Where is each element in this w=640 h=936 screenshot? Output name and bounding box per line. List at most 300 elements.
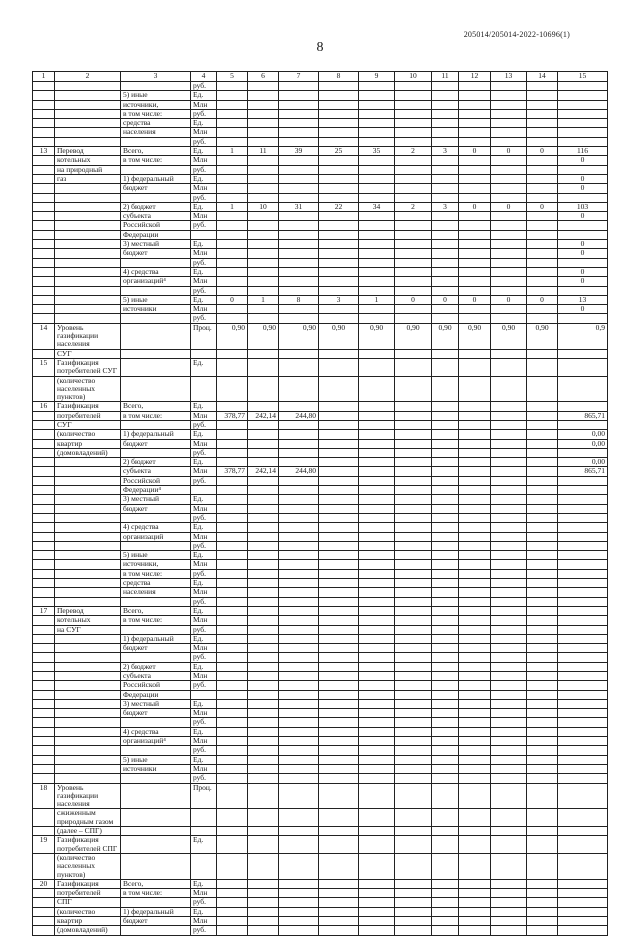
table-cell — [55, 718, 121, 727]
table-cell — [359, 523, 395, 532]
table-cell — [33, 560, 55, 569]
table-cell: 0,90 — [395, 323, 432, 349]
table-cell — [359, 755, 395, 764]
table-cell: Ед. — [191, 358, 217, 376]
table-cell: 3) местный — [121, 240, 191, 249]
table-cell — [558, 889, 608, 898]
table-cell — [527, 755, 558, 764]
table-cell — [121, 836, 191, 854]
table-cell — [217, 376, 248, 402]
table-cell — [432, 286, 459, 295]
table-cell — [459, 653, 491, 662]
table-cell: газ — [55, 174, 121, 183]
table-cell — [359, 230, 395, 239]
table-cell — [527, 402, 558, 411]
table-cell — [432, 889, 459, 898]
table-row — [33, 634, 608, 643]
table-cell — [55, 690, 121, 699]
table-cell — [459, 184, 491, 193]
table-cell — [432, 560, 459, 569]
table-cell — [319, 513, 359, 522]
table-cell — [279, 569, 319, 578]
table-row — [33, 653, 608, 662]
table-cell — [359, 486, 395, 495]
table-cell — [359, 249, 395, 258]
table-cell: Млн — [191, 672, 217, 681]
table-cell — [459, 448, 491, 457]
table-cell — [459, 662, 491, 671]
table-cell — [459, 681, 491, 690]
table-cell — [217, 212, 248, 221]
table-cell — [491, 523, 527, 532]
table-cell: потребителей — [55, 889, 121, 898]
table-row — [33, 579, 608, 588]
table-row — [33, 267, 608, 276]
table-cell — [217, 532, 248, 541]
table-cell — [491, 809, 527, 827]
table-cell: 0 — [558, 184, 608, 193]
table-cell — [558, 690, 608, 699]
table-cell — [432, 606, 459, 615]
table-cell — [491, 109, 527, 118]
table-cell — [248, 625, 279, 634]
table-cell — [432, 827, 459, 836]
table-cell — [359, 737, 395, 746]
table-cell — [459, 625, 491, 634]
table-cell — [121, 653, 191, 662]
table-cell — [217, 258, 248, 267]
table-cell: 8 — [279, 295, 319, 304]
table-cell — [191, 853, 217, 879]
table-cell — [432, 597, 459, 606]
table-cell — [319, 597, 359, 606]
table-cell — [558, 827, 608, 836]
table-cell — [395, 82, 432, 91]
table-cell: 0 — [217, 295, 248, 304]
table-cell — [395, 376, 432, 402]
table-cell — [432, 672, 459, 681]
table-cell — [491, 889, 527, 898]
table-cell — [248, 746, 279, 755]
table-cell: Ед. — [191, 727, 217, 736]
table-cell: Млн — [191, 644, 217, 653]
column-number-cell: 14 — [527, 72, 558, 82]
table-cell: 18 — [33, 783, 55, 809]
table-cell — [491, 917, 527, 926]
table-cell — [491, 774, 527, 783]
table-cell: (домовладений) — [55, 926, 121, 935]
table-cell — [432, 644, 459, 653]
table-cell — [459, 258, 491, 267]
table-cell: бюджет — [121, 439, 191, 448]
table-cell — [279, 277, 319, 286]
table-cell — [121, 165, 191, 174]
table-cell: Ед. — [191, 579, 217, 588]
table-row — [33, 249, 608, 258]
table-cell — [491, 653, 527, 662]
table-cell — [459, 926, 491, 935]
table-cell — [395, 286, 432, 295]
table-cell — [248, 681, 279, 690]
table-cell — [491, 681, 527, 690]
column-number-cell: 3 — [121, 72, 191, 82]
table-row — [33, 258, 608, 267]
table-cell — [319, 718, 359, 727]
table-cell — [248, 212, 279, 221]
table-cell — [527, 809, 558, 827]
table-cell — [319, 644, 359, 653]
table-cell — [319, 230, 359, 239]
table-cell — [459, 240, 491, 249]
table-cell — [279, 597, 319, 606]
table-cell — [55, 541, 121, 550]
table-cell: руб. — [191, 314, 217, 323]
table-cell — [432, 100, 459, 109]
table-row — [33, 699, 608, 708]
table-cell — [558, 551, 608, 560]
table-cell: 0,00 — [558, 458, 608, 467]
table-cell — [432, 137, 459, 146]
table-cell: Газификация потребителей СУГ — [55, 358, 121, 376]
table-cell — [279, 165, 319, 174]
table-cell — [395, 588, 432, 597]
table-cell — [459, 699, 491, 708]
table-cell — [558, 917, 608, 926]
table-cell — [432, 467, 459, 476]
table-cell — [248, 755, 279, 764]
table-cell: бюджет — [121, 504, 191, 513]
table-cell — [33, 156, 55, 165]
table-cell — [248, 109, 279, 118]
table-cell — [319, 286, 359, 295]
table-cell — [319, 165, 359, 174]
table-cell — [491, 249, 527, 258]
table-cell — [432, 165, 459, 174]
table-cell — [527, 634, 558, 643]
table-cell — [558, 137, 608, 146]
table-cell: Ед. — [191, 699, 217, 708]
table-cell — [459, 495, 491, 504]
table-cell: Млн — [191, 439, 217, 448]
table-cell — [459, 402, 491, 411]
table-cell — [527, 579, 558, 588]
table-cell — [33, 109, 55, 118]
table-cell: руб. — [191, 681, 217, 690]
table-cell — [33, 486, 55, 495]
table-cell — [319, 783, 359, 809]
table-cell — [359, 699, 395, 708]
table-cell — [491, 588, 527, 597]
table-row — [33, 91, 608, 100]
table-cell: Ед. — [191, 147, 217, 156]
table-row — [33, 240, 608, 249]
column-number-cell: 5 — [217, 72, 248, 82]
table-cell — [121, 783, 191, 809]
table-cell: руб. — [191, 221, 217, 230]
table-cell — [491, 541, 527, 550]
table-cell — [459, 907, 491, 916]
table-cell: 0 — [558, 212, 608, 221]
table-cell — [527, 267, 558, 276]
table-cell — [491, 305, 527, 314]
table-cell — [558, 541, 608, 550]
table-cell — [432, 402, 459, 411]
table-cell — [527, 644, 558, 653]
table-cell — [55, 644, 121, 653]
table-cell — [359, 560, 395, 569]
table-cell — [527, 917, 558, 926]
table-cell — [359, 82, 395, 91]
table-cell — [359, 625, 395, 634]
table-cell — [279, 699, 319, 708]
table-cell — [217, 128, 248, 137]
table-cell — [432, 193, 459, 202]
table-cell — [395, 783, 432, 809]
table-cell — [359, 597, 395, 606]
table-cell — [558, 569, 608, 578]
table-cell — [319, 634, 359, 643]
table-cell — [395, 634, 432, 643]
table-cell — [55, 662, 121, 671]
table-cell — [558, 109, 608, 118]
table-cell — [55, 230, 121, 239]
table-row — [33, 314, 608, 323]
table-cell — [279, 616, 319, 625]
table-cell — [558, 853, 608, 879]
table-cell — [459, 91, 491, 100]
table-cell — [459, 156, 491, 165]
table-cell — [491, 119, 527, 128]
table-cell — [395, 119, 432, 128]
table-cell — [248, 267, 279, 276]
table-cell — [217, 917, 248, 926]
table-cell — [217, 569, 248, 578]
table-cell — [432, 249, 459, 258]
table-cell — [459, 221, 491, 230]
table-cell — [491, 165, 527, 174]
table-cell — [459, 430, 491, 439]
table-cell — [279, 91, 319, 100]
table-cell — [319, 827, 359, 836]
table-cell — [527, 746, 558, 755]
table-cell — [33, 184, 55, 193]
table-cell — [491, 532, 527, 541]
table-cell — [459, 898, 491, 907]
table-cell — [55, 653, 121, 662]
table-cell — [319, 551, 359, 560]
table-cell — [55, 774, 121, 783]
table-cell: Ед. — [191, 91, 217, 100]
table-cell — [558, 644, 608, 653]
table-cell: Ед. — [191, 174, 217, 183]
table-cell — [459, 165, 491, 174]
table-cell — [432, 305, 459, 314]
table-cell — [248, 889, 279, 898]
table-cell — [558, 358, 608, 376]
table-cell — [359, 926, 395, 935]
table-cell — [279, 109, 319, 118]
table-cell — [527, 764, 558, 773]
table-cell — [527, 249, 558, 258]
table-cell — [432, 836, 459, 854]
table-cell — [359, 495, 395, 504]
table-cell — [491, 349, 527, 358]
table-cell — [279, 439, 319, 448]
table-cell — [33, 314, 55, 323]
table-cell: источники — [121, 305, 191, 314]
table-cell — [55, 634, 121, 643]
table-cell — [395, 606, 432, 615]
table-cell — [527, 662, 558, 671]
table-cell — [432, 907, 459, 916]
table-cell: бюджет — [121, 249, 191, 258]
table-cell — [248, 588, 279, 597]
table-cell — [395, 699, 432, 708]
table-cell — [33, 504, 55, 513]
table-cell — [432, 240, 459, 249]
table-cell — [217, 486, 248, 495]
table-cell — [359, 430, 395, 439]
table-cell — [459, 358, 491, 376]
table-cell — [395, 727, 432, 736]
table-cell — [527, 439, 558, 448]
table-cell: в том числе: — [121, 411, 191, 420]
table-cell — [527, 879, 558, 888]
table-cell — [248, 305, 279, 314]
table-cell — [217, 165, 248, 174]
table-cell — [527, 606, 558, 615]
table-cell — [432, 879, 459, 888]
table-cell: Федерации⁴ — [121, 486, 191, 495]
table-row — [33, 137, 608, 146]
table-cell — [432, 495, 459, 504]
table-cell: 25 — [319, 147, 359, 156]
table-cell — [319, 523, 359, 532]
table-cell — [558, 588, 608, 597]
table-cell — [432, 411, 459, 420]
table-cell — [33, 662, 55, 671]
table-cell — [279, 672, 319, 681]
table-cell — [55, 202, 121, 211]
table-cell — [279, 458, 319, 467]
table-cell — [395, 718, 432, 727]
table-cell — [395, 221, 432, 230]
table-cell — [491, 358, 527, 376]
table-cell — [217, 926, 248, 935]
table-cell: 4) средства — [121, 267, 191, 276]
table-cell — [432, 579, 459, 588]
table-cell — [395, 513, 432, 522]
table-cell: 2) бюджет — [121, 662, 191, 671]
table-cell: Ед. — [191, 495, 217, 504]
table-cell: руб. — [191, 718, 217, 727]
table-cell — [432, 458, 459, 467]
table-cell: 19 — [33, 836, 55, 854]
table-cell — [491, 690, 527, 699]
table-cell — [432, 91, 459, 100]
table-cell — [55, 486, 121, 495]
table-cell — [491, 579, 527, 588]
table-cell — [527, 100, 558, 109]
table-cell — [395, 926, 432, 935]
table-cell — [319, 100, 359, 109]
table-cell — [491, 560, 527, 569]
table-cell — [395, 100, 432, 109]
table-cell — [395, 174, 432, 183]
table-cell — [121, 258, 191, 267]
table-cell — [279, 690, 319, 699]
table-cell — [558, 402, 608, 411]
table-cell — [33, 569, 55, 578]
table-row — [33, 606, 608, 615]
table-row — [33, 746, 608, 755]
table-cell — [359, 907, 395, 916]
table-cell — [33, 917, 55, 926]
table-cell — [395, 827, 432, 836]
table-cell — [121, 82, 191, 91]
table-cell — [279, 119, 319, 128]
table-cell: субъекта — [121, 672, 191, 681]
table-cell — [491, 662, 527, 671]
table-cell — [359, 212, 395, 221]
column-number-cell: 11 — [432, 72, 459, 82]
table-cell — [432, 156, 459, 165]
gasification-table — [32, 71, 608, 936]
table-row — [33, 376, 608, 402]
table-cell: 0,90 — [217, 323, 248, 349]
table-cell — [395, 764, 432, 773]
table-row — [33, 358, 608, 376]
table-cell: Всего, — [121, 606, 191, 615]
table-cell: 1 — [359, 295, 395, 304]
table-cell — [279, 625, 319, 634]
table-cell — [491, 926, 527, 935]
table-cell — [217, 907, 248, 916]
table-cell — [395, 709, 432, 718]
table-cell — [395, 625, 432, 634]
table-cell — [491, 616, 527, 625]
table-cell — [527, 569, 558, 578]
table-cell — [459, 853, 491, 879]
table-cell — [279, 486, 319, 495]
table-row — [33, 597, 608, 606]
table-cell — [432, 358, 459, 376]
table-cell — [359, 128, 395, 137]
table-cell — [55, 672, 121, 681]
table-cell — [55, 755, 121, 764]
table-cell — [248, 402, 279, 411]
table-cell — [558, 448, 608, 457]
table-cell: руб. — [191, 569, 217, 578]
table-row — [33, 588, 608, 597]
table-cell — [527, 420, 558, 429]
table-cell — [319, 137, 359, 146]
table-cell — [248, 513, 279, 522]
table-cell — [491, 764, 527, 773]
table-cell — [527, 853, 558, 879]
table-cell — [217, 672, 248, 681]
table-cell — [395, 737, 432, 746]
table-row — [33, 541, 608, 550]
table-row — [33, 128, 608, 137]
table-cell — [491, 277, 527, 286]
table-cell — [527, 827, 558, 836]
table-cell — [558, 907, 608, 916]
table-cell: 0 — [558, 174, 608, 183]
table-cell — [558, 737, 608, 746]
table-cell — [359, 672, 395, 681]
table-cell: Ед. — [191, 458, 217, 467]
